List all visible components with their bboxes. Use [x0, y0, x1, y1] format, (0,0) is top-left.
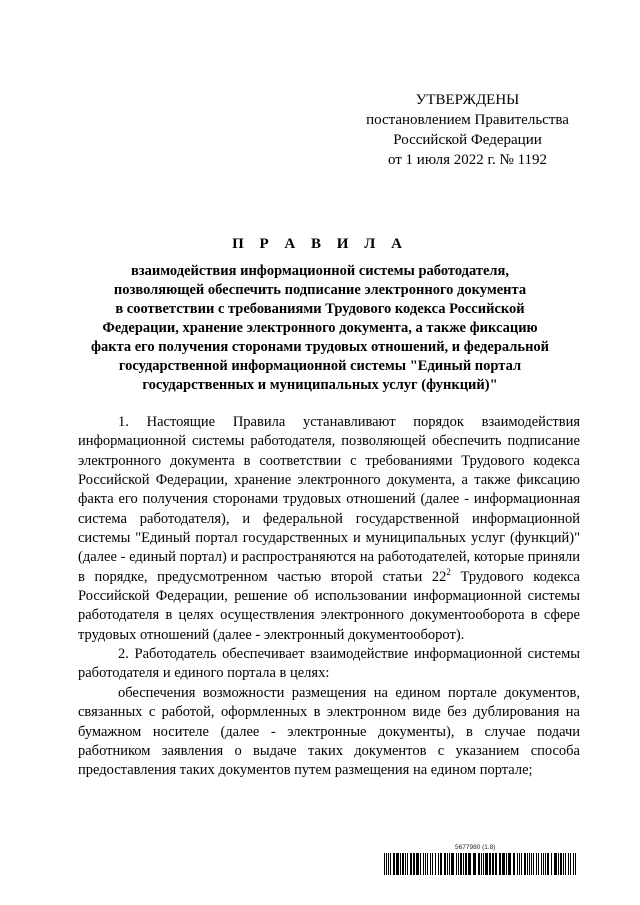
paragraph-1-text-continued: Трудового кодекса Российской Федерации, решение об использовании информационной системы работодателя в целях осуществления электронного документооборота в сфере трудовых отношений (далее - электронный документооборот). — [78, 568, 580, 643]
approval-date: от 1 июля 2022 г. № 1192 — [387, 152, 548, 168]
document-title: П Р А В И Л А — [232, 236, 408, 252]
subtitle-line: государственной информационной системы "Единый портал — [118, 358, 522, 374]
article-superscript: 2 — [446, 566, 451, 577]
barcode-image — [384, 853, 580, 875]
document-subtitle — [70, 262, 570, 395]
barcode-label: 5677980 (1.8) — [455, 844, 496, 851]
paragraph-1-text: 1. Настоящие Правила устанавливают порядок взаимодействия информационной системы работодателя, позволяющей обеспечить подписание электронного документа в соответствии с требованиями Трудового кодекса Российской Федерации, хранение электронного документа, а также фиксацию факта его получения сторонами трудовых отношений (далее - информационная система работодателя), и федеральной государственной информационной системы "Единый портал государственных и муниципальных услуг (функций)" (далее - единый портал) и распространяются на работодателей, которые приняли в порядке, предусмотренном частью второй статьи 22 — [78, 414, 580, 585]
approval-block — [355, 90, 580, 170]
subtitle-line: Федерации, хранение электронного документа, а также фиксацию — [102, 320, 538, 336]
subtitle-line: в соответствии с требованиями Трудового кодекса Российской — [115, 301, 525, 317]
paragraph-2: 2. Работодатель обеспечивает взаимодействие информационной системы работодателя и единого портала в целях: — [78, 646, 580, 682]
subtitle-line: позволяющей обеспечить подписание электронного документа — [113, 282, 527, 298]
paragraph-1 — [78, 413, 580, 645]
paragraph-3: обеспечения возможности размещения на едином портале документов, связанных с работой, оформленных в электронном виде без дублирования на бумажном носителе (далее - электронные документы), в случае подачи работником заявления о выдаче таких документов с указанием способа предоставления таких документов путем размещения на едином портале; — [78, 684, 580, 779]
approval-heading: УТВЕРЖДЕНЫ — [415, 92, 520, 108]
approval-line: Российской Федерации — [393, 132, 542, 148]
subtitle-line: факта его получения сторонами трудовых отношений, и федеральной — [90, 339, 550, 355]
document-body — [78, 413, 580, 781]
subtitle-line: взаимодействия информационной системы работодателя, — [130, 263, 510, 279]
approval-line: постановлением Правительства — [366, 112, 569, 128]
subtitle-line: государственных и муниципальных услуг (функций)" — [142, 377, 498, 393]
